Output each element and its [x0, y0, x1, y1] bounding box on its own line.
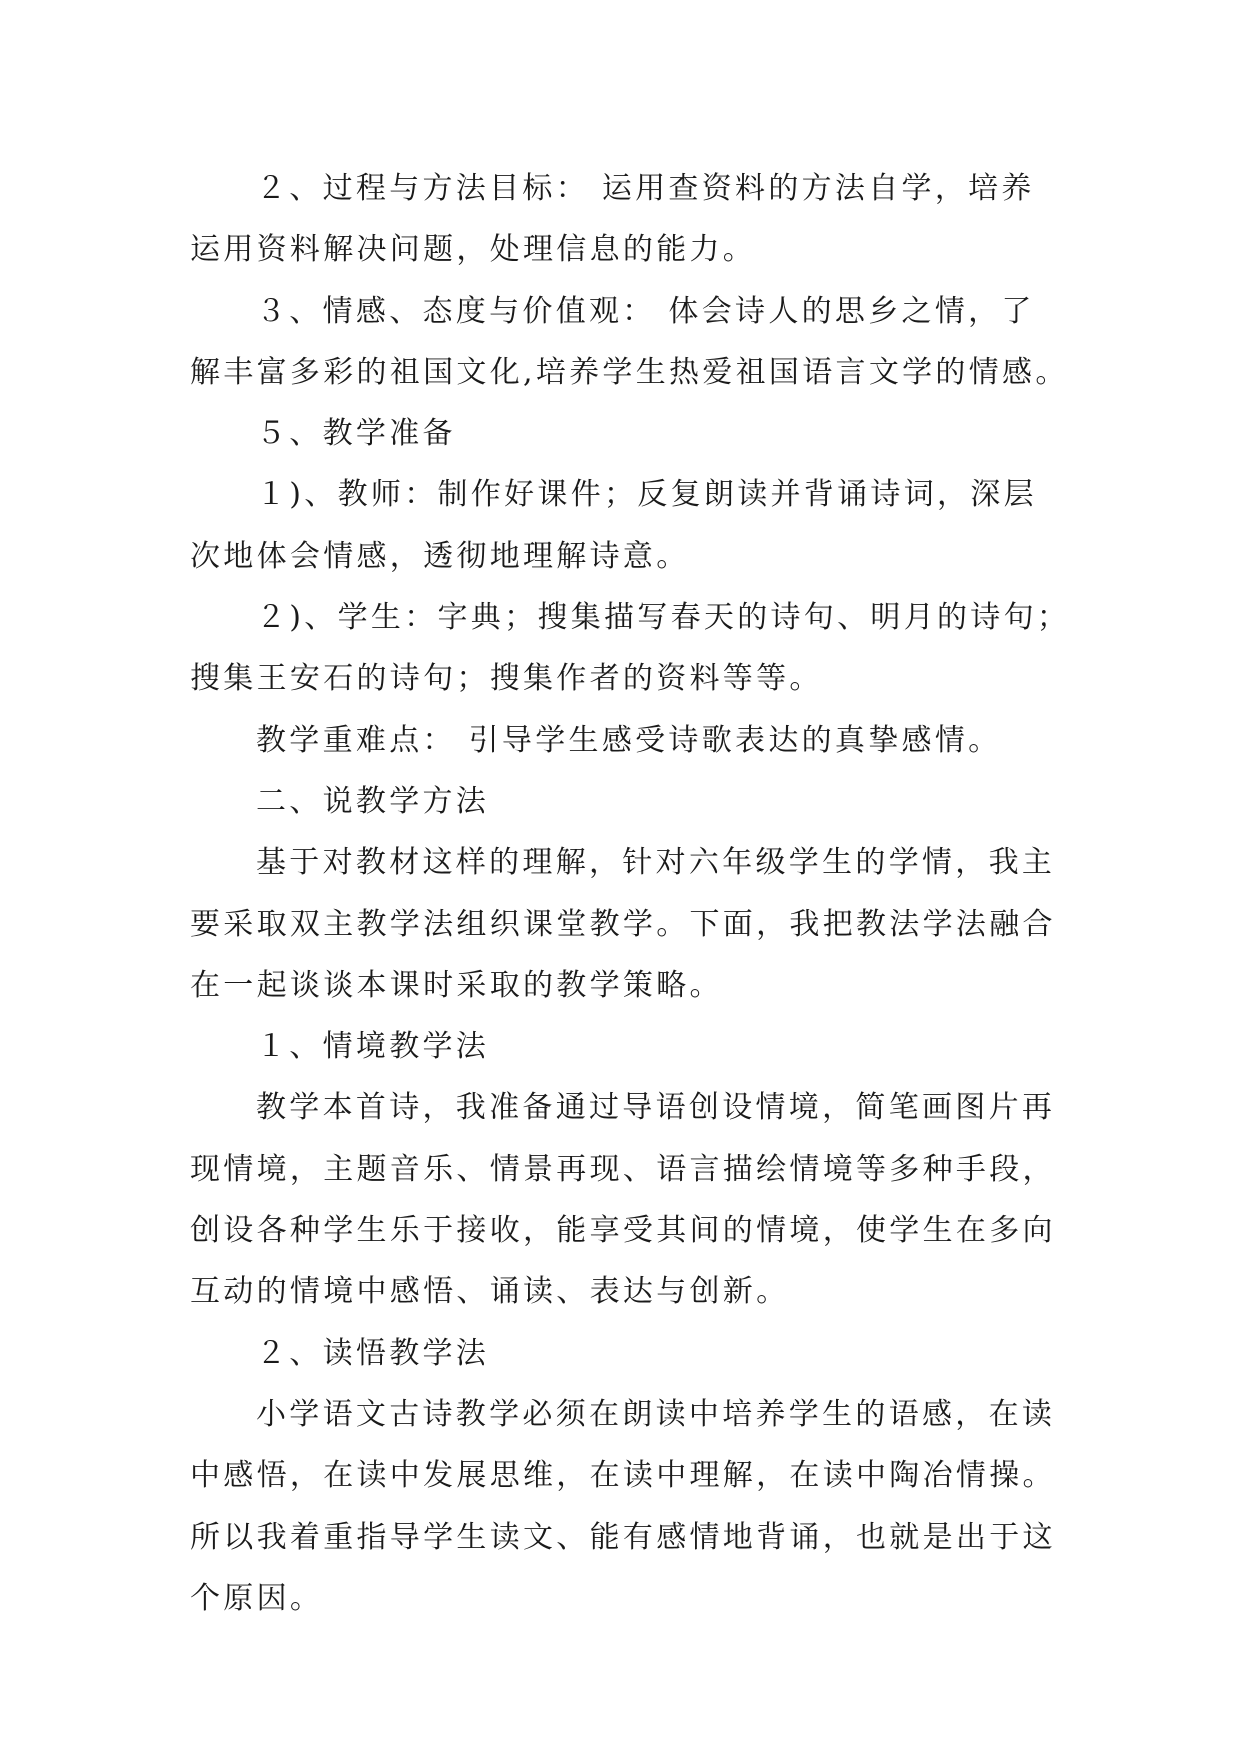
paragraph-line: 教学重难点： 引导学生感受诗歌表达的真挚感情。: [256, 722, 1002, 758]
paragraph-line: 互动的情境中感悟、诵读、表达与创新。: [190, 1274, 790, 1310]
paragraph-line: 小学语文古诗教学必须在朗读中培养学生的语感，在读: [256, 1396, 1056, 1432]
paragraph-line: 中感悟，在读中发展思维，在读中理解，在读中陶冶情操。: [190, 1458, 1056, 1494]
paragraph-line: 教学本首诗，我准备通过导语创设情境，简笔画图片再: [256, 1090, 1056, 1126]
paragraph-line: ３、情感、态度与价值观： 体会诗人的思乡之情，了: [256, 293, 1035, 329]
paragraph-line: 基于对教材这样的理解，针对六年级学生的学情，我主: [256, 845, 1056, 881]
paragraph-line: 现情境，主题音乐、情景再现、语言描绘情境等多种手段，: [190, 1151, 1056, 1187]
paragraph-line: 所以我着重指导学生读文、能有感情地背诵，也就是出于这: [190, 1519, 1056, 1555]
paragraph-line: ２)、学生：字典；搜集描写春天的诗句、明月的诗句；: [256, 600, 1071, 636]
document-body: [190, 158, 1071, 1629]
section-heading: 二、说教学方法: [256, 783, 490, 819]
paragraph-line: １)、教师：制作好课件；反复朗读并背诵诗词，深层: [256, 477, 1037, 513]
paragraph-line: ２、过程与方法目标： 运用查资料的方法自学，培养: [256, 171, 1035, 206]
section-heading: ２、读悟教学法: [256, 1335, 490, 1371]
paragraph-line: 在一起谈谈本课时采取的教学策略。: [190, 967, 723, 1003]
paragraph-line: 次地体会情感，透彻地理解诗意。: [190, 538, 690, 574]
section-heading: ５、教学准备: [256, 416, 456, 452]
paragraph-line: 运用资料解决问题，处理信息的能力。: [190, 232, 757, 268]
paragraph-line: 个原因。: [190, 1580, 324, 1616]
paragraph-line: 要采取双主教学法组织课堂教学。下面，我把教法学法融合: [190, 906, 1056, 942]
paragraph-line: 解丰富多彩的祖国文化,培养学生热爱祖国语言文学的情感。: [190, 354, 1069, 390]
section-heading: １、情境教学法: [256, 1029, 490, 1065]
paragraph-line: 搜集王安石的诗句；搜集作者的资料等等。: [190, 661, 823, 697]
paragraph-line: 创设各种学生乐于接收，能享受其间的情境，使学生在多向: [190, 1213, 1056, 1249]
